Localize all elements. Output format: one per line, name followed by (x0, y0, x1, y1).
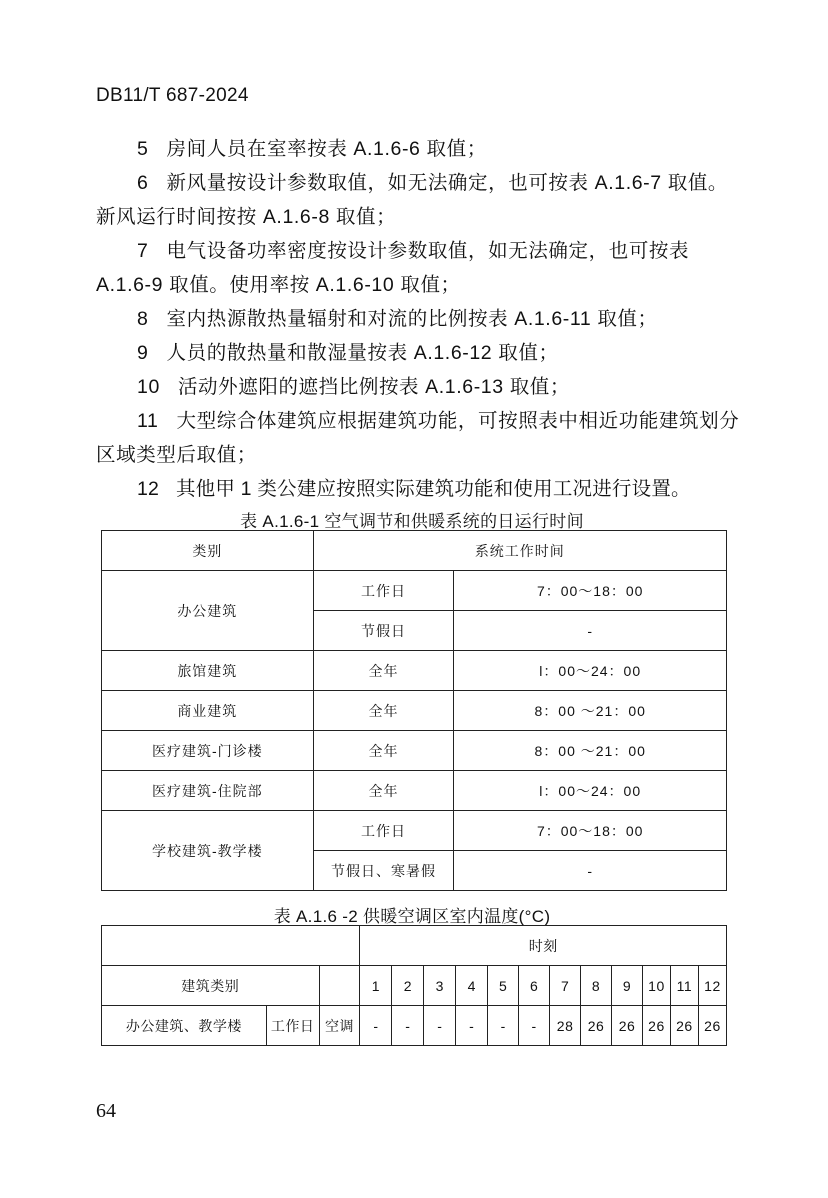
header-blank (102, 926, 360, 966)
indoor-temperature-table (101, 925, 727, 1046)
item-number: 7 (137, 240, 149, 262)
hour-cell: 8 (581, 966, 612, 1006)
item-text: 人员的散热量和散湿量按表 A.1.6-12 取值； (166, 342, 559, 364)
item-number: 9 (137, 342, 149, 364)
header-time: 系统工作时间 (313, 531, 726, 571)
cell-building: 医疗建筑-门诊楼 (102, 731, 314, 771)
cell-building: 办公建筑 (102, 571, 314, 651)
item-text: 室内热源散热量辐射和对流的比例按表 A.1.6-11 取值； (166, 308, 658, 330)
item-8 (96, 302, 744, 336)
header-category: 类别 (102, 531, 314, 571)
temp-cell: - (456, 1006, 488, 1046)
hour-cell: 1 (360, 966, 392, 1006)
table-row (102, 771, 727, 811)
cell-building: 商业建筑 (102, 691, 314, 731)
item-text: 新风量按设计参数取值，如无法确定，也可按表 A.1.6-7 取值。新风运行时间按按 A.1.6-8 取值； (96, 172, 729, 228)
item-6 (96, 166, 744, 234)
table-row (102, 571, 727, 611)
cell-building: 旅馆建筑 (102, 651, 314, 691)
document-code: DB11/T 687-2024 (96, 85, 249, 106)
cell-period: 全年 (313, 651, 454, 691)
item-text: 电气设备功率密度按设计参数取值，如无法确定，也可按表 A.1.6-9 取值。使用率按 A.1.6-10 取值； (96, 240, 690, 296)
cell-time: 8：00 ～21：00 (454, 731, 727, 771)
table-header-row (102, 531, 727, 571)
table-row (102, 731, 727, 771)
cell-time: - (454, 851, 727, 891)
hour-cell: 3 (424, 966, 456, 1006)
temp-cell: 28 (550, 1006, 581, 1046)
table-row (102, 651, 727, 691)
item-12 (96, 472, 744, 506)
cell-building: 学校建筑-教学楼 (102, 811, 314, 891)
cell-building: 医疗建筑-住院部 (102, 771, 314, 811)
header-category: 建筑类别 (102, 966, 320, 1006)
item-text: 活动外遮阳的遮挡比例按表 A.1.6-13 取值； (177, 376, 571, 398)
temp-cell: 26 (670, 1006, 698, 1046)
cell-period: 全年 (313, 691, 454, 731)
table1-caption: 表 A.1.6-1 空气调节和供暖系统的日运行时间 (240, 512, 584, 531)
hour-cell: 2 (392, 966, 424, 1006)
table2-caption: 表 A.1.6 -2 供暖空调区室内温度(°C) (273, 907, 551, 926)
hour-cell: 11 (670, 966, 698, 1006)
item-number: 11 (137, 410, 159, 432)
cell-period: 工作日 (313, 571, 454, 611)
item-number: 6 (137, 172, 149, 194)
item-5 (96, 132, 744, 166)
item-number: 12 (137, 478, 160, 500)
hour-cell: 4 (456, 966, 488, 1006)
temp-cell: - (360, 1006, 392, 1046)
temp-cell: 26 (698, 1006, 726, 1046)
item-number: 8 (137, 308, 149, 330)
table-row (102, 1006, 727, 1046)
header-time: 时刻 (360, 926, 727, 966)
operation-schedule-table (101, 530, 727, 891)
item-10 (96, 370, 744, 404)
header-blank (319, 966, 360, 1006)
cell-period: 工作日 (313, 811, 454, 851)
temp-cell: - (488, 1006, 519, 1046)
hour-row (102, 966, 727, 1006)
item-text: 大型综合体建筑应根据建筑功能，可按照表中相近功能建筑划分区域类型后取值； (96, 410, 740, 466)
table-row (102, 691, 727, 731)
item-11 (96, 404, 744, 472)
temp-cell: 26 (612, 1006, 643, 1046)
cell-building: 办公建筑、教学楼 (102, 1006, 267, 1046)
hour-cell: 12 (698, 966, 726, 1006)
cell-period: 全年 (313, 771, 454, 811)
item-number: 10 (137, 376, 160, 398)
item-text: 其他甲 1 类公建应按照实际建筑功能和使用工况进行设置。 (175, 478, 691, 500)
hour-cell: 6 (519, 966, 550, 1006)
temp-cell: 26 (581, 1006, 612, 1046)
temp-cell: - (424, 1006, 456, 1046)
hour-cell: 7 (550, 966, 581, 1006)
cell-time: 7：00～18：00 (454, 571, 727, 611)
cell-period: 全年 (313, 731, 454, 771)
item-9 (96, 336, 744, 370)
item-text: 房间人员在室率按表 A.1.6-6 取值； (166, 138, 487, 160)
hour-cell: 5 (488, 966, 519, 1006)
cell-time: l：00～24：00 (454, 771, 727, 811)
cell-day: 工作日 (266, 1006, 319, 1046)
cell-time: 8：00 ～21：00 (454, 691, 727, 731)
hour-cell: 9 (612, 966, 643, 1006)
page-number: 64 (96, 1100, 116, 1122)
temp-cell: - (392, 1006, 424, 1046)
item-number: 5 (137, 138, 149, 160)
cell-time: - (454, 611, 727, 651)
cell-time: l：00～24：00 (454, 651, 727, 691)
hour-cell: 10 (642, 966, 670, 1006)
cell-time: 7：00～18：00 (454, 811, 727, 851)
cell-period: 节假日、寒暑假 (313, 851, 454, 891)
cell-mode: 空调 (319, 1006, 360, 1046)
item-7 (96, 234, 744, 302)
table-header-row (102, 926, 727, 966)
temp-cell: 26 (642, 1006, 670, 1046)
cell-period: 节假日 (313, 611, 454, 651)
table-row (102, 811, 727, 851)
temp-cell: - (519, 1006, 550, 1046)
